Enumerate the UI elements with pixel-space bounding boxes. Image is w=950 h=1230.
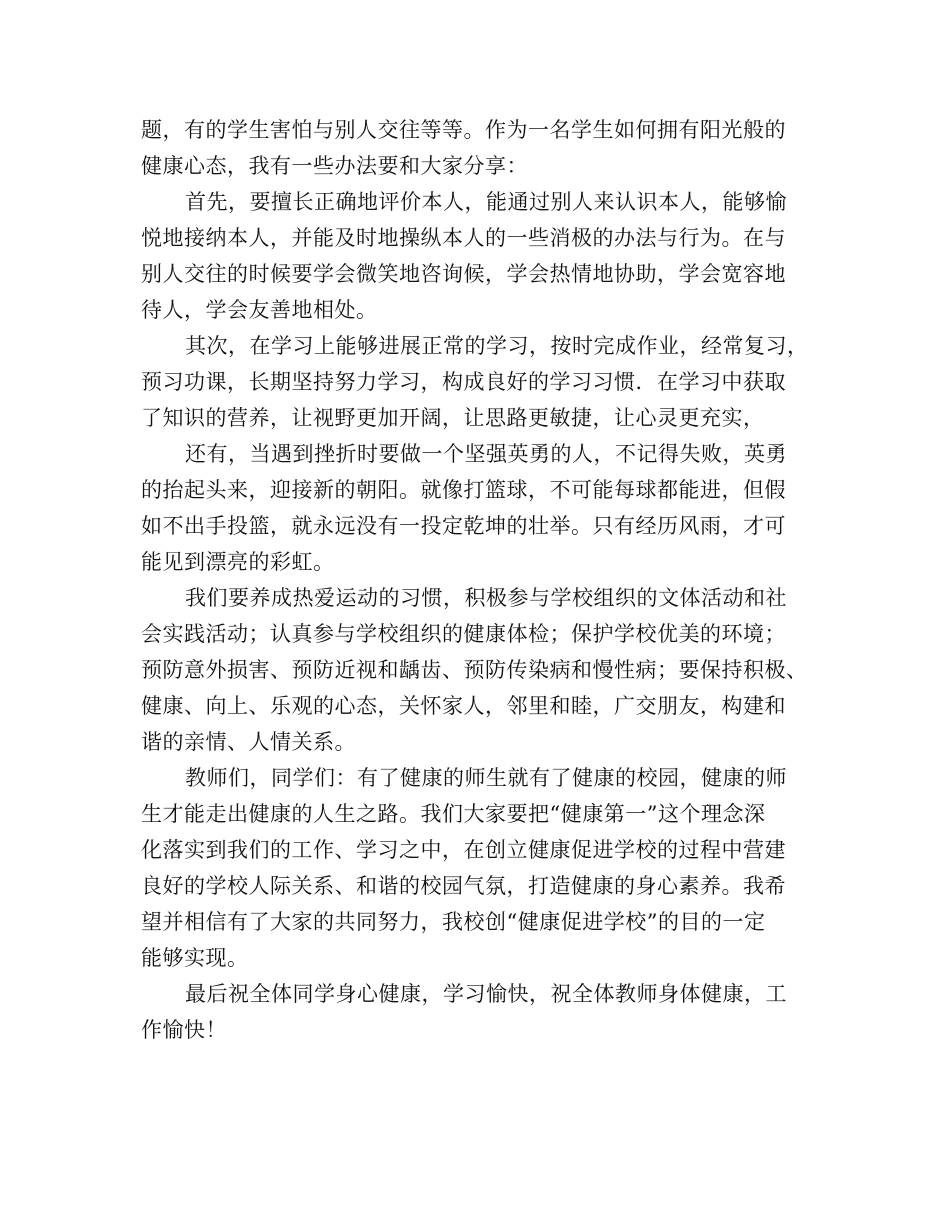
text-line: 悦地接纳本人，并能及时地操纵本人的一些消极的办法与行为。在与 xyxy=(141,226,786,250)
text-line: 健康心态，我有一些办法要和大家分享： xyxy=(141,154,528,178)
text-line: 教师们，同学们：有了健康的师生就有了健康的校园，健康的师 xyxy=(185,766,787,790)
text-line: 别人交往的时候要学会微笑地咨询候，学会热情地协助，学会宽容地 xyxy=(141,262,786,286)
text-line: 能够实现。 xyxy=(141,946,249,970)
text-line: 良好的学校人际关系、和谐的校园气氛，打造健康的身心素养。我希 xyxy=(141,874,786,898)
text-line: 健康、向上、乐观的心态，关怀家人，邻里和睦，广交朋友，构建和 xyxy=(141,694,786,718)
text-line: 谐的亲情、人情关系。 xyxy=(141,730,356,754)
text-line: 的抬起头来，迎接新的朝阳。就像打篮球，不可能每球都能进，但假 xyxy=(141,478,786,502)
paragraph-first xyxy=(141,184,821,328)
text-line: 题，有的学生害怕与别人交往等等。作为一名学生如何拥有阳光般的 xyxy=(141,118,786,142)
text-line: 我们要养成热爱运动的习惯，积极参与学校组织的文体活动和社 xyxy=(185,586,787,610)
text-line: 生才能走出健康的人生之路。我们大家要把“健康第一”这个理念深 xyxy=(141,802,766,826)
document-body xyxy=(141,112,821,1048)
text-line: 作愉快！ xyxy=(141,1018,227,1042)
text-line: 了知识的营养，让视野更加开阔，让思路更敏捷，让心灵更充实， xyxy=(141,406,765,430)
text-line: 还有，当遇到挫折时要做一个坚强英勇的人，不记得失败，英勇 xyxy=(185,442,787,466)
paragraph-fourth xyxy=(141,580,821,760)
text-line: 化落实到我们的工作、学习之中，在创立健康促进学校的过程中营建 xyxy=(141,838,786,862)
text-line: 预防意外损害、预防近视和龋齿、预防传染病和慢性病；要保持积极、 xyxy=(141,658,808,682)
paragraph-intro-continued xyxy=(141,112,821,184)
text-line: 会实践活动；认真参与学校组织的健康体检；保护学校优美的环境； xyxy=(141,622,786,646)
paragraph-second xyxy=(141,328,821,436)
paragraph-third xyxy=(141,436,821,580)
text-line: 待人，学会友善地相处。 xyxy=(141,298,378,322)
text-line: 如不出手投篮，就永远没有一投定乾坤的壮举。只有经历风雨，才可 xyxy=(141,514,786,538)
text-line: 望并相信有了大家的共同努力，我校创“健康促进学校”的目的一定 xyxy=(141,910,766,934)
text-line: 首先，要擅长正确地评价本人，能通过别人来认识本人，能够愉 xyxy=(185,190,787,214)
text-line: 最后祝全体同学身心健康，学习愉快，祝全体教师身体健康，工 xyxy=(185,982,787,1006)
paragraph-closing xyxy=(141,976,821,1048)
text-line: 其次，在学习上能够进展正常的学习，按时完成作业，经常复习， xyxy=(185,334,809,358)
paragraph-fifth xyxy=(141,760,821,976)
text-line: 预习功课，长期坚持努力学习，构成良好的学习习惯．在学习中获取 xyxy=(141,370,786,394)
text-line: 能见到漂亮的彩虹。 xyxy=(141,550,335,574)
